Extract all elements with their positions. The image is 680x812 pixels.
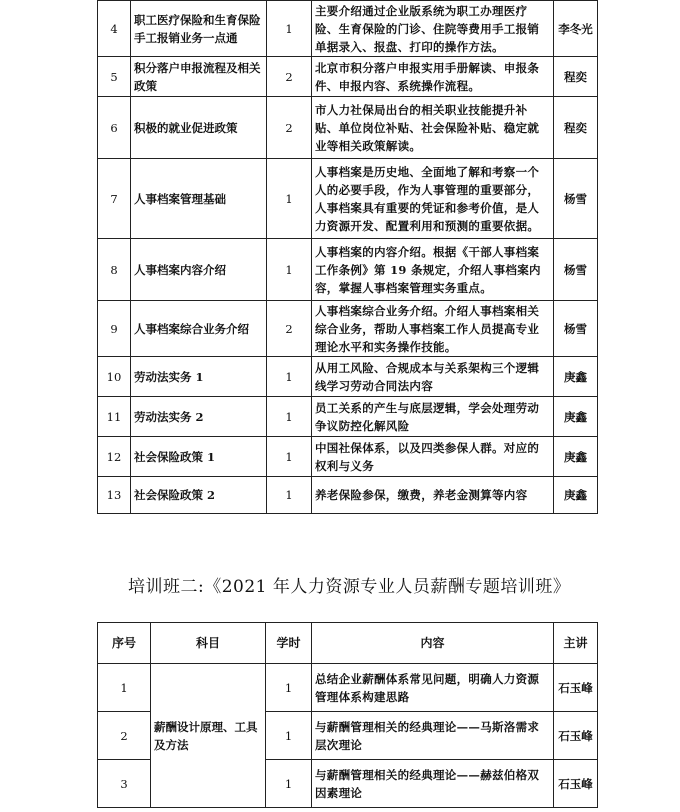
row-content: 人事档案是历史地、全面地了解和考察一个人的必要手段，作为人事管理的重要部分，人事档案具有重要的凭证和参考价值，是人力资源开发、配置利用和预测的重要依据。 [312,159,554,239]
row-content: 从用工风险、合规成本与关系架构三个逻辑线学习劳动合同法内容 [312,357,554,397]
table-row [98,397,598,437]
row-subject: 社会保险政策 2 [131,477,267,514]
training-class-caption: 培训班二:《2021 年人力资源专业人员薪酬专题培训班》 [128,577,571,597]
header-hours: 学时 [266,623,312,664]
row-lecturer: 杨雪 [554,301,598,357]
row-hours: 1 [267,159,312,239]
row-content: 养老保险参保，缴费，养老金测算等内容 [312,477,554,514]
row-subject: 劳动法实务 2 [131,397,267,437]
header-lecturer: 主讲 [554,623,598,664]
table-row [98,357,598,397]
table-row [98,477,598,514]
row-lecturer: 庚鑫 [554,437,598,477]
row-subject: 人事档案管理基础 [131,159,267,239]
row-hours: 1 [267,357,312,397]
row-lecturer: 程奕 [554,57,598,97]
row-subject: 社会保险政策 1 [131,437,267,477]
row-hours: 1 [266,664,312,712]
table-row [98,57,598,97]
row-lecturer: 杨雪 [554,159,598,239]
row-hours: 2 [267,57,312,97]
row-lecturer: 程奕 [554,97,598,159]
row-lecturer: 庚鑫 [554,477,598,514]
row-number: 2 [98,712,151,760]
row-hours: 2 [267,97,312,159]
row-content: 中国社保体系，以及四类参保人群。对应的权利与义务 [312,437,554,477]
course-table-2-body [98,664,598,808]
row-lecturer: 石玉峰 [554,712,598,760]
row-content: 北京市积分落户申报实用手册解读、申报条件、申报内容、系统操作流程。 [312,57,554,97]
row-subject: 积分落户申报流程及相关政策 [131,57,267,97]
row-content: 总结企业薪酬体系常见问题，明确人力资源管理体系构建思路 [312,664,554,712]
header-no: 序号 [98,623,151,664]
row-hours: 1 [266,712,312,760]
table-row [98,437,598,477]
table-row [98,159,598,239]
row-number: 12 [98,437,131,477]
row-number: 1 [98,664,151,712]
row-content: 与薪酬管理相关的经典理论——马斯洛需求层次理论 [312,712,554,760]
row-number: 13 [98,477,131,514]
table-row [98,664,598,712]
row-content: 主要介绍通过企业版系统为职工办理医疗险、生育保险的门诊、住院等费用手工报销单据录入、报盘、打印的操作方法。 [312,1,554,57]
row-hours: 1 [267,1,312,57]
row-lecturer: 李冬光 [554,1,598,57]
row-number: 10 [98,357,131,397]
table-row [98,1,598,57]
row-number: 6 [98,97,131,159]
row-number: 4 [98,1,131,57]
row-number: 3 [98,760,151,808]
row-subject: 职工医疗保险和生育保险手工报销业务一点通 [131,1,267,57]
row-subject: 人事档案综合业务介绍 [131,301,267,357]
merged-subject-cell: 薪酬设计原理、工具及方法 [151,664,266,808]
table-row [98,301,598,357]
row-content: 人事档案综合业务介绍。介绍人事档案相关综合业务，帮助人事档案工作人员提高专业理论水平和实务操作技能。 [312,301,554,357]
row-number: 7 [98,159,131,239]
row-hours: 1 [267,239,312,301]
row-subject: 人事档案内容介绍 [131,239,267,301]
course-table-1-body [98,1,598,514]
table-row [98,97,598,159]
row-content: 市人力社保局出台的相关职业技能提升补贴、单位岗位补贴、社会保险补贴、稳定就业等相关政策解读。 [312,97,554,159]
row-number: 11 [98,397,131,437]
row-lecturer: 石玉峰 [554,664,598,712]
header-subject: 科目 [151,623,266,664]
row-content: 与薪酬管理相关的经典理论——赫兹伯格双因素理论 [312,760,554,808]
row-lecturer: 庚鑫 [554,397,598,437]
course-table-2 [97,622,598,808]
row-content: 员工关系的产生与底层逻辑，学会处理劳动争议防控化解风险 [312,397,554,437]
table-row [98,239,598,301]
row-hours: 1 [267,397,312,437]
row-number: 9 [98,301,131,357]
row-hours: 1 [267,437,312,477]
table-header-row [98,623,598,664]
row-lecturer: 杨雪 [554,239,598,301]
row-lecturer: 石玉峰 [554,760,598,808]
header-content: 内容 [312,623,554,664]
row-subject: 劳动法实务 1 [131,357,267,397]
row-number: 5 [98,57,131,97]
row-hours: 2 [267,301,312,357]
row-content: 人事档案的内容介绍。根据《干部人事档案工作条例》第 19 条规定，介绍人事档案内容，掌握人事档案管理实务重点。 [312,239,554,301]
row-hours: 1 [266,760,312,808]
course-table-1 [97,0,598,514]
row-number: 8 [98,239,131,301]
row-hours: 1 [267,477,312,514]
row-lecturer: 庚鑫 [554,357,598,397]
row-subject: 积极的就业促进政策 [131,97,267,159]
